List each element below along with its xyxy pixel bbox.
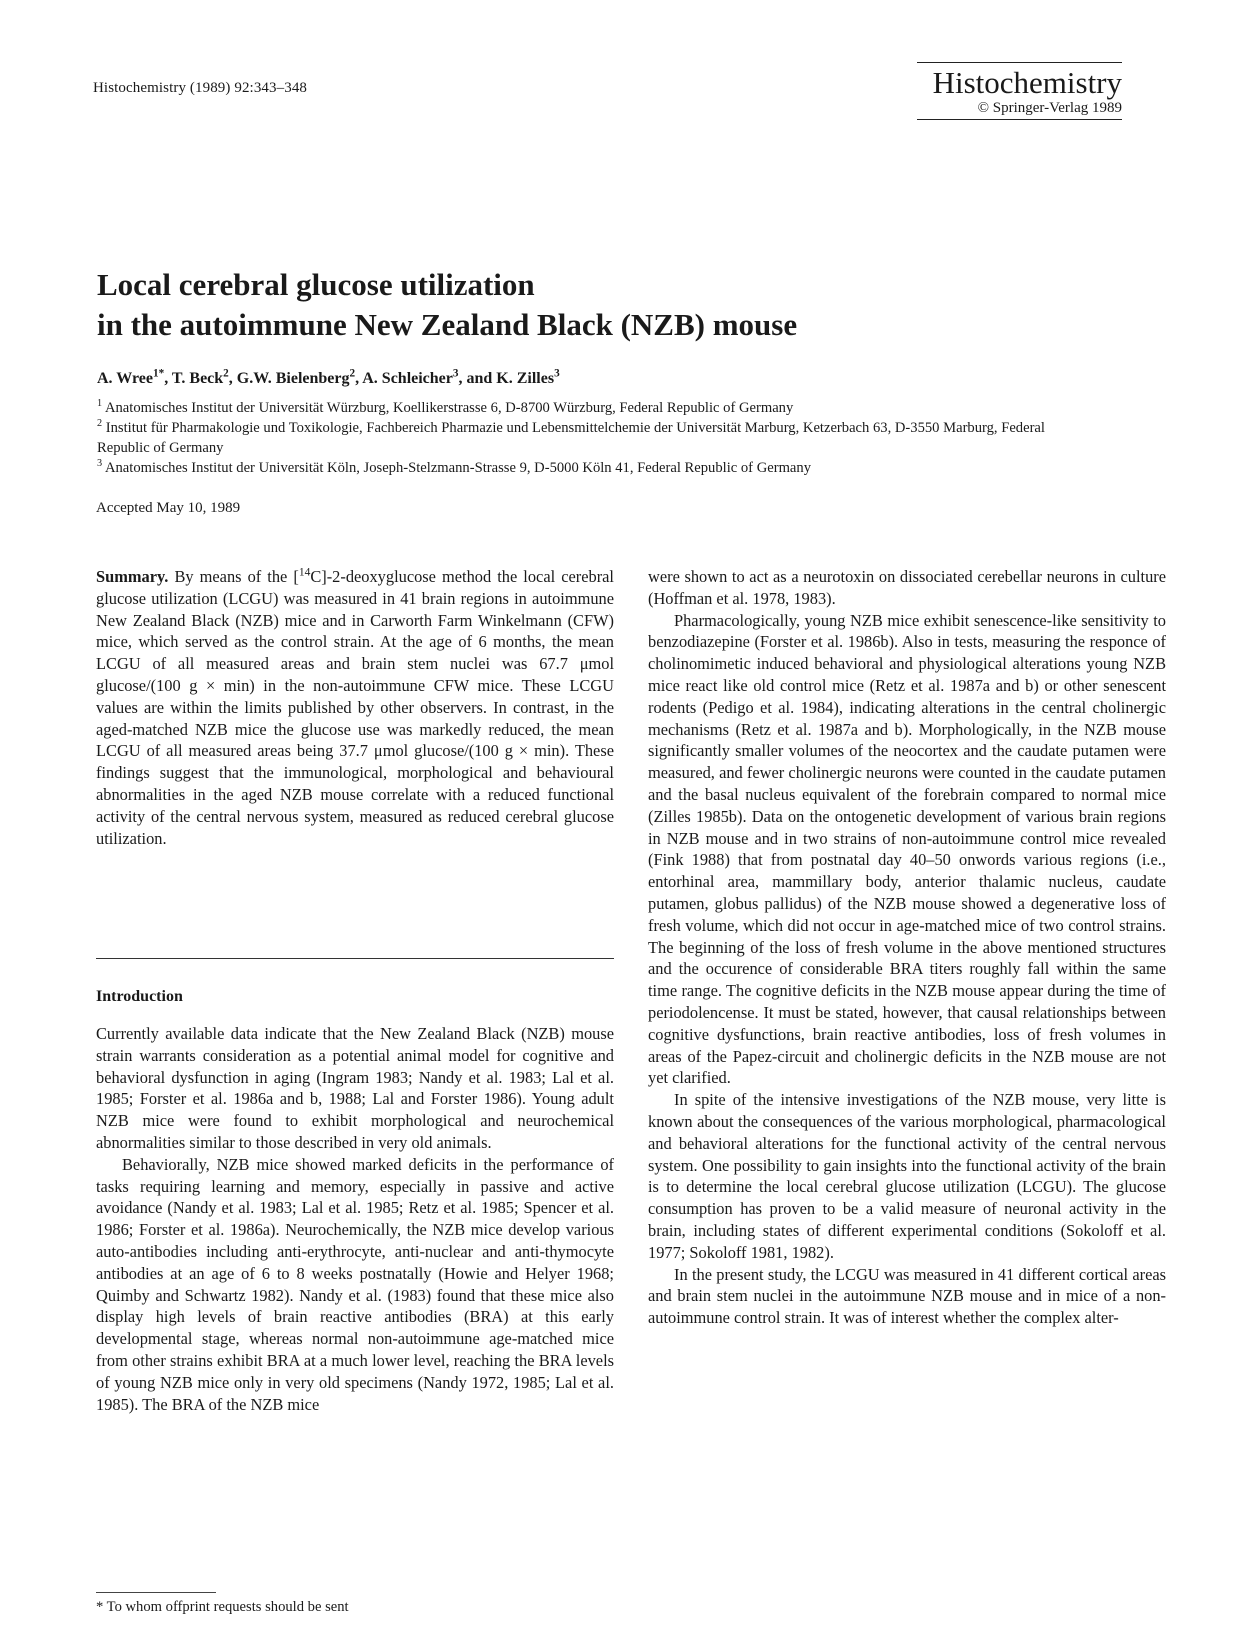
author-separator: , (164, 370, 172, 387)
affiliation (97, 458, 1057, 478)
body-paragraph: In the present study, the LCGU was measured in 41 different cortical areas and brain stem nuclei in the autoimmune NZB mouse and in mice of a non-autoimmune control strain. It was of interest whether the complex alter- (648, 1264, 1166, 1328)
body-paragraph: Pharmacologically, young NZB mice exhibit senescence-like sensitivity to benzodiazepine (Forster et al. 1986b). Also in tests, measuring the responce of cholinomimetic induced behavioral and physiological alterations young NZB mice react like old control mice (Retz et al. 1987a and b) or other senescent rodents (Pedigo et al. 1984), indicating alterations in the central cholinergic mechanisms (Retz et al. 1987a and b). Morphologically, in the NZB mouse significantly smaller volumes of the neocortex and the caudate putamen were measured, and fewer cholinergic neurons were counted in the caudate putamen and the basal nucleus equivalent of the forebrain compared to normal mice (Zilles 1985b). Data on the ontogenetic development of various brain regions in NZB mouse and in two strains of non-autoimmune control mice revealed (Fink 1988) that from postnatal day 40–50 onwords various regions (i.e., entorhinal area, mammillary body, anterior thalamic nucleus, caudate putamen, globus pallidus) of the NZB mouse showed a degenerative loss of fresh volume, which did not occur in age-matched mice of two control strains. The beginning of the loss of fresh volume in the above mentioned structures and the occurence of considerable BRA titers roughly fall within the same time range. The cognitive deficits in the NZB mouse appear during the time of periodolencense. It must be stated, however, that causal relationships between cognitive dysfunctions, brain reactive antibodies, loss of fresh volumes in areas of the Papez-circuit and cholinergic deficits in the NZB mouse are not yet clarified. (648, 610, 1166, 1088)
summary-lead: By means of the [ (174, 567, 299, 586)
copyright-notice: © Springer-Verlag 1989 (977, 100, 1122, 116)
body-paragraph: were shown to act as a neurotoxin on dissociated cerebellar neurons in culture (Hoffman et al. 1978, 1983). (648, 567, 1166, 608)
journal-brand (917, 62, 1122, 120)
journal-citation: Histochemistry (1989) 92:343–348 (93, 80, 308, 96)
author-affil-marker: 3 (452, 367, 459, 380)
affiliation-number: 3 (97, 458, 103, 470)
intro-paragraph: Behaviorally, NZB mice showed marked deficits in the performance of tasks requiring learning and memory, especially in passive and active avoidance (Nandy et al. 1983; Lal et al. 1985; Retz et al. 1985; Spencer et al. 1986; Forster et al. 1986a). Neurochemically, the NZB mice develop various auto-antibodies including anti-erythrocyte, anti-nuclear and anti-thymocyte antibodies at an age of 6 to 8 weeks postnatally (Howie and Helyer 1968; Quimby and Schwartz 1982). Nandy et al. (1983) found that these mice also display high levels of brain reactive antibodies (BRA) at this early developmental stage, whereas normal non-autoimmune age-matched mice from other strains exhibit BRA at a much lower level, reaching the BRA levels of young NZB mice only in very old specimens (Nandy 1972, 1985; Lal et al. 1985). The BRA of the NZB mice (96, 1154, 614, 1414)
affiliation-text: Anatomisches Institut der Universität Köln, Joseph-Stelzmann-Strasse 9, D-5000 Köln 41, Federal Republic of Germany (104, 460, 811, 476)
footnote: * To whom offprint requests should be sent (96, 1599, 349, 1615)
affiliation-text: Institut für Pharmakologie und Toxikologie, Fachbereich Pharmazie und Lebensmittelchemie der Universität Marburg, Ketzerbach 63, D-3550 Marburg, Federal Republic of Germany (97, 420, 1045, 456)
author: T. Beck (171, 370, 224, 387)
affiliation (97, 398, 1057, 418)
journal-name: Histochemistry (932, 65, 1122, 100)
author-affil-marker: 1* (153, 367, 165, 380)
affiliation-number: 1 (97, 398, 103, 410)
author-separator: , (355, 370, 363, 387)
author-affil-marker: 3 (554, 367, 560, 380)
intro-paragraph: Currently available data indicate that the New Zealand Black (NZB) mouse strain warrants consideration as a potential animal model for cognitive and behavioral dysfunction in aging (Ingram 1983; Nandy et al. 1983; Lal et al. 1985; Forster et al. 1986a and b, 1988; Lal and Forster 1986). Young adult NZB mice were found to exhibit morphological and neurochemical abnormalities similar to those described in very old animals. (96, 1024, 614, 1152)
body-paragraph: In spite of the intensive investigations of the NZB mouse, very litte is known about the consequences of the various morphological, pharmacological and behavioral alterations for the functional activity of the central nervous system. One possibility to gain insights into the functional activity of the brain is to determine the local cerebral glucose utilization (LCGU). The glucose consumption has proven to be a valid measure of neuronal activity in the brain, including states of different experimental conditions (Sokoloff et al. 1977; Sokoloff 1981, 1982). (648, 1090, 1166, 1262)
introduction-body (96, 1023, 614, 1415)
summary-section (96, 566, 614, 849)
title-line-1: Local cerebral glucose utilization (97, 267, 535, 302)
title-line-2: in the autoimmune New Zealand Black (NZB) mouse (97, 307, 798, 342)
author-separator: , and (458, 370, 497, 387)
affiliation-text: Anatomisches Institut der Universität Würzburg, Koellikerstrasse 6, D-8700 Würzburg, Federal Republic of Germany (104, 400, 794, 416)
affiliation (97, 418, 1057, 458)
summary-paragraph (96, 566, 614, 849)
section-divider (96, 958, 614, 959)
author: A. Schleicher (362, 370, 453, 387)
accepted-date: Accepted May 10, 1989 (96, 500, 241, 516)
author: G.W. Bielenberg (236, 370, 350, 387)
affiliation-number: 2 (97, 418, 103, 430)
author: A. Wree (97, 370, 153, 387)
isotope-superscript: 14 (298, 566, 311, 579)
introduction-heading: Introduction (96, 988, 183, 1005)
summary-label: Summary. (96, 567, 169, 586)
author-list (97, 367, 560, 388)
footnote-rule (96, 1592, 216, 1593)
author-affil-marker: 2 (223, 367, 229, 380)
summary-text: C]-2-deoxyglucose method the local cerebral glucose utilization (LCGU) was measured in 41 brain regions in autoimmune New Zealand Black (NZB) mice and in Carworth Farm Winkelmann (CFW) mice, which served as the control strain. At the age of 6 months, the mean LCGU of all measured areas and brain stem nuclei was 67.7 μmol glucose/(100 g × min) in the non-autoimmune CFW mice. These LCGU values are within the limits published by other observers. In contrast, in the aged-matched NZB mice the glucose use was markedly reduced, the mean LCGU of all measured areas being 37.7 μmol glucose/(100 g × min). These findings suggest that the immunological, morphological and behavioural abnormalities in the aged NZB mouse correlate with a reduced functional activity of the central nervous system, measured as reduced cerebral glucose utilization. (96, 567, 614, 848)
author: K. Zilles (496, 370, 555, 387)
right-column (648, 566, 1166, 1329)
article-title (97, 265, 797, 345)
author-affil-marker: 2 (349, 367, 356, 380)
author-separator: , (228, 370, 237, 387)
affiliations (97, 398, 1057, 478)
